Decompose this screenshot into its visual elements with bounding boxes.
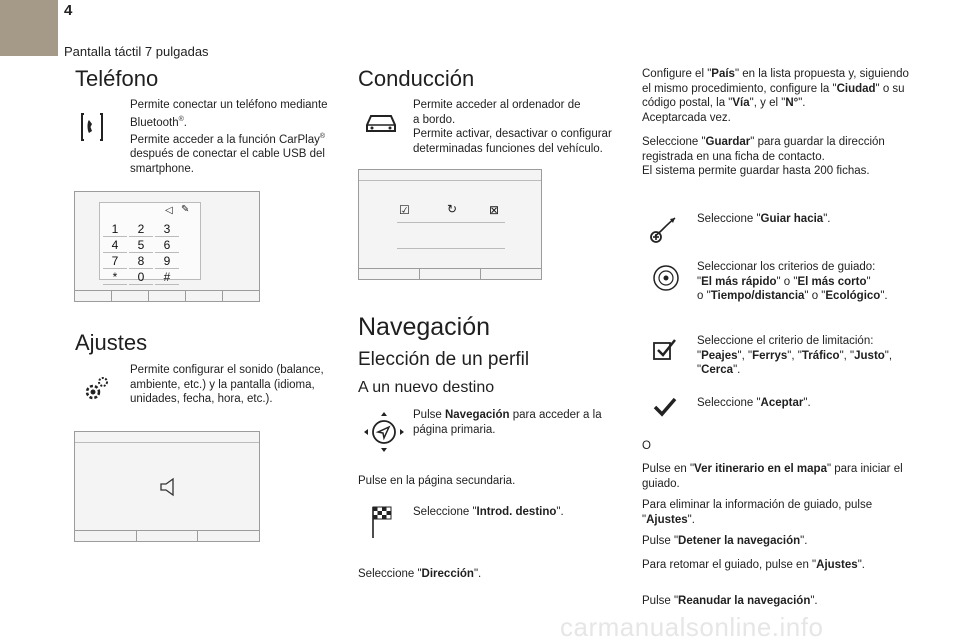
page-header: Pantalla táctil 7 pulgadas	[64, 44, 209, 59]
car-icon	[364, 111, 398, 135]
key-2: 2	[129, 222, 153, 237]
back-arrow-icon: ◁	[165, 205, 173, 216]
driving-edit-icon: ☑	[399, 203, 410, 217]
key-star: *	[103, 270, 127, 285]
configure-pais-text: Configure el "País" en la lista propuesta y, siguiendo el mismo procedimiento, configure la "Ciudad" o su código postal, la "Vía", y el "N°". Aceptarcada vez.	[642, 68, 909, 124]
page-number: 4	[64, 2, 73, 19]
ajustes-title: Ajustes	[75, 330, 148, 355]
eliminar-guiado-text: Para eliminar la información de guiado, pulse "Ajustes".	[642, 499, 873, 526]
key-3: 3	[155, 222, 179, 237]
introd-destino-text: Seleccione "Introd. destino".	[413, 506, 564, 518]
phone-screen-mockup	[74, 191, 260, 302]
guide-to-icon	[649, 214, 681, 244]
navigation-icon	[362, 410, 406, 454]
criterios-guiado-text: Seleccionar los criterios de guiado: "El más rápido" o "El más corto" o "Tiempo/distancia" o "Ecológico".	[697, 261, 888, 303]
guiar-hacia-text: Seleccione "Guiar hacia".	[697, 213, 831, 225]
speaker-icon	[159, 477, 177, 497]
navegacion-subtitle: Elección de un perfil	[358, 349, 530, 370]
key-6: 6	[155, 238, 179, 253]
checkered-flag-icon	[371, 505, 393, 539]
conduccion-desc: Permite acceder al ordenador de a bordo. Permite activar, desactivar o configurar determinadas funciones del vehículo.	[413, 99, 612, 155]
navegacion-subsubtitle: A un nuevo destino	[358, 379, 495, 396]
o-text: O	[642, 440, 651, 452]
telefono-title: Teléfono	[75, 66, 159, 91]
conduccion-title: Conducción	[358, 66, 475, 91]
driving-refresh-icon: ↻	[447, 202, 458, 216]
navegacion-title: Navegación	[358, 313, 491, 341]
driving-close-icon: ⊠	[489, 203, 500, 217]
ver-itinerario-text: Pulse en "Ver itinerario en el mapa" para iniciar el guiado.	[642, 463, 903, 490]
checkbox-checked-icon	[652, 337, 678, 361]
key-8: 8	[129, 254, 153, 269]
reanudar-navegacion-text: Pulse "Reanudar la navegación".	[642, 595, 818, 607]
secundaria-text: Pulse en la página secundaria.	[358, 475, 516, 487]
key-hash: #	[155, 270, 179, 285]
key-0: 0	[129, 270, 153, 285]
direccion-text: Seleccione "Dirección".	[358, 568, 482, 580]
ajustes-desc: Permite configurar el sonido (balance, ambiente, etc.) y la pantalla (idioma, unidades, fecha, hora, etc.).	[130, 364, 324, 406]
key-9: 9	[155, 254, 179, 269]
aceptar-text: Seleccione "Aceptar".	[697, 397, 811, 409]
page-tab	[0, 0, 58, 56]
settings-screen-mockup	[74, 431, 260, 542]
guardar-text: Seleccione "Guardar" para guardar la dirección registrada en una ficha de contacto. El sistema permite guardar hasta 200 fichas.	[642, 136, 885, 178]
phone-icon	[80, 112, 104, 142]
key-7: 7	[103, 254, 127, 269]
key-5: 5	[129, 238, 153, 253]
checkmark-icon	[653, 396, 677, 418]
guidance-criteria-icon	[650, 263, 682, 293]
detener-navegacion-text: Pulse "Detener la navegación".	[642, 535, 808, 547]
criterio-limitacion-text: Seleccione el criterio de limitación: "Peajes", "Ferrys", "Tráfico", "Justo", "Cerca".	[697, 335, 893, 377]
settings-gears-icon	[82, 375, 110, 403]
driving-screen-mockup	[358, 169, 542, 280]
key-4: 4	[103, 238, 127, 253]
telefono-desc: Permite conectar un teléfono mediante Bluetooth®. Permite acceder a la función CarPlay® después de conectar el cable USB del smartphone.	[130, 99, 328, 176]
navegacion-pulse: Pulse Navegación para acceder a la página primaria.	[413, 409, 602, 436]
watermark: carmanualsonline.info	[560, 612, 824, 642]
key-1: 1	[103, 222, 127, 237]
pen-icon: ✎	[181, 204, 190, 215]
retomar-guiado-text: Para retomar el guiado, pulse en "Ajustes".	[642, 559, 865, 571]
